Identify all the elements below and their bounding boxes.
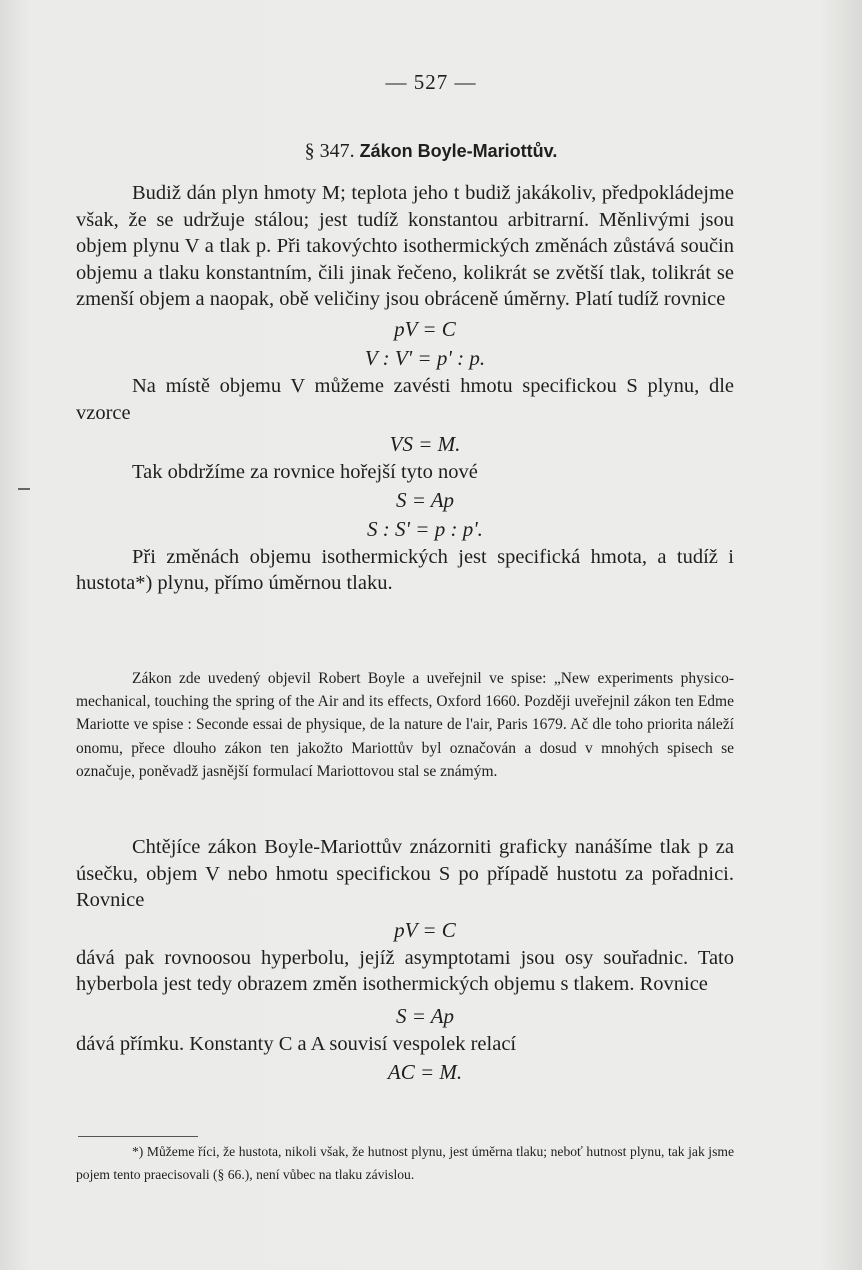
- note-text: Zákon zde uvedený objevil Robert Boyle a uveřejnil ve spise: „New experiments physico-mechanical, touching the spring of the Air and its effects, Oxford 1660. Později uveřejnil zákon ten Edme Mariotte ve spise : Seconde essai de physique, de la nature de l'air, Paris 1679. Ač dle toho priorita náleží onomu, přece dlouho zákon ten jakožto Mariottův byl označován a dosud v mnohých spisech se označuje, poněvadž jasnější formulací Mariottovou stal se známým.: [76, 670, 734, 780]
- main-text-upper: [76, 180, 734, 597]
- paragraph-5: Chtějíce zákon Boyle-Mariottův znázorniti graficky nanášíme tlak p za úsečku, objem V nebo hmotu specifickou S po případě hustotu za pořadnici. Rovnice: [76, 836, 734, 912]
- equation-3: VS = M.: [389, 432, 461, 457]
- margin-mark: [18, 488, 30, 490]
- paragraph-3: Tak obdržíme za rovnice hořejší tyto nové: [132, 461, 478, 484]
- paragraph-7: dává přímku. Konstanty C a A souvisí vespolek relací: [76, 1032, 517, 1055]
- footnote-text: *) Můžeme říci, že hustota, nikoli však, že hutnost plynu, jest úměrna tlaku; neboť hutnost plynu, tak jak jsme pojem tento praecisovali (§ 66.), není vůbec na tlaku závislou.: [76, 1144, 734, 1182]
- historical-note: [76, 667, 734, 783]
- main-text-lower: [76, 834, 734, 1087]
- equation-8: AC = M.: [387, 1059, 463, 1084]
- equation-1: pV = C: [394, 316, 456, 341]
- paragraph-4: Při změnách objemu isothermických jest specifická hmota, a tudíž i hustota*) plynu, přímo úměrnou tlaku.: [76, 545, 734, 595]
- equation-2: V : V' = p' : p.: [364, 345, 486, 370]
- section-title: Zákon Boyle-Mariottův.: [359, 141, 558, 161]
- equation-7: S = Ap: [395, 1003, 455, 1028]
- paragraph-1: Budiž dán plyn hmoty M; teplota jeho t budiž jakákoliv, předpokládejme však, že se udržuje stálou; jest tudíž konstantou arbitrarní. Měnlivými jsou objem plynu V a tlak p. Při takovýchto isothermických změnách zůstává součin objemu a tlaku konstantním, čili jinak řečeno, kolikrát se zvětší tlak, tolikrát se zmenší objem a naopak, obě veličiny jsou obráceně úměrny. Platí tudíž rovnice: [76, 182, 734, 311]
- equation-6: pV = C: [394, 917, 456, 942]
- page-number: — 527 —: [385, 70, 477, 94]
- section-number: § 347.: [304, 140, 355, 162]
- paragraph-6: dává pak rovnoosou hyperbolu, jejíž asymptotami jsou osy souřadnic. Tato hyberbola jest tedy obrazem změn isothermických objemu s tlakem. Rovnice: [76, 946, 734, 996]
- equation-5: S : S' = p : p'.: [367, 516, 483, 541]
- section-heading: [0, 140, 862, 163]
- equation-4: S = Ap: [395, 487, 455, 512]
- footnote: [76, 1140, 734, 1186]
- paragraph-2: Na místě objemu V můžeme zavésti hmotu specifickou S plynu, dle vzorce: [76, 374, 734, 424]
- footnote-rule: [78, 1136, 198, 1137]
